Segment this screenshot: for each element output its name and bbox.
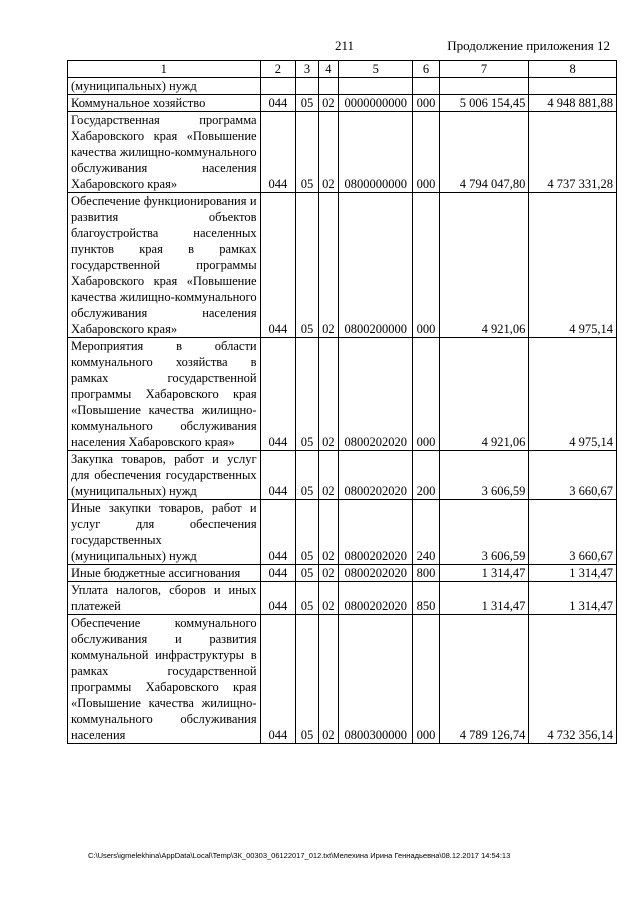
page-number: 211 bbox=[335, 38, 355, 53]
subsection-code: 02 bbox=[318, 451, 338, 500]
amount-col-7: 1 314,47 bbox=[439, 565, 529, 582]
amount-col-7: 4 789 126,74 bbox=[439, 615, 529, 744]
table-row bbox=[68, 565, 617, 582]
amount-col-7: 1 314,47 bbox=[439, 582, 529, 615]
subsection-code: 02 bbox=[318, 500, 338, 565]
amount-col-7: 4 794 047,80 bbox=[439, 112, 529, 193]
amount-col-8: 4 737 331,28 bbox=[529, 112, 617, 193]
subsection-code: 02 bbox=[318, 582, 338, 615]
item-name: Иные бюджетные ассигнования bbox=[68, 565, 261, 582]
section-code: 05 bbox=[296, 112, 318, 193]
table-body bbox=[68, 78, 617, 744]
section-code: 05 bbox=[296, 451, 318, 500]
amount-col-7: 4 921,06 bbox=[439, 338, 529, 451]
target-code: 0800202020 bbox=[339, 500, 413, 565]
expense-type-code: 240 bbox=[413, 500, 439, 565]
expense-type-code: 000 bbox=[413, 112, 439, 193]
item-name: Обеспечение функционирования и развития объектов благоустройства населенных пунктов края в рамках государственной программы Хабаровского края «Повышение качества жилищно-коммунального обслуживания населения Хабаровского края» bbox=[68, 193, 261, 338]
table-row bbox=[68, 500, 617, 565]
amount-col-8: 4 975,14 bbox=[529, 193, 617, 338]
target-code: 0800202020 bbox=[339, 451, 413, 500]
column-header-3: 3 bbox=[296, 61, 318, 78]
amount-col-7 bbox=[439, 78, 529, 95]
expense-type-code bbox=[413, 78, 439, 95]
expense-type-code: 800 bbox=[413, 565, 439, 582]
table-row bbox=[68, 582, 617, 615]
expense-type-code: 000 bbox=[413, 338, 439, 451]
target-code: 0000000000 bbox=[339, 95, 413, 112]
expense-type-code: 200 bbox=[413, 451, 439, 500]
subsection-code: 02 bbox=[318, 95, 338, 112]
item-name: Мероприятия в области коммунального хозяйства в рамках государственной программы Хабаровского края «Повышение качества жилищно-коммунального обслуживания населения Хабаровского края» bbox=[68, 338, 261, 451]
subsection-code bbox=[318, 78, 338, 95]
ministry-code: 044 bbox=[260, 193, 296, 338]
target-code: 0800000000 bbox=[339, 112, 413, 193]
ministry-code: 044 bbox=[260, 565, 296, 582]
item-name: Обеспечение коммунального обслуживания и развития коммунальной инфраструктуры в рамках государственной программы Хабаровского края «Повышение качества жилищно-коммунального обслуживания населения bbox=[68, 615, 261, 744]
item-name: (муниципальных) нужд bbox=[68, 78, 261, 95]
column-header-7: 7 bbox=[439, 61, 529, 78]
amount-col-8: 1 314,47 bbox=[529, 582, 617, 615]
target-code: 0800202020 bbox=[339, 582, 413, 615]
table-row bbox=[68, 78, 617, 95]
ministry-code bbox=[260, 78, 296, 95]
column-header-2: 2 bbox=[260, 61, 296, 78]
target-code: 0800300000 bbox=[339, 615, 413, 744]
amount-col-7: 3 606,59 bbox=[439, 500, 529, 565]
amount-col-8: 4 948 881,88 bbox=[529, 95, 617, 112]
item-name: Уплата налогов, сборов и иных платежей bbox=[68, 582, 261, 615]
target-code: 0800202020 bbox=[339, 338, 413, 451]
item-name: Иные закупки товаров, работ и услуг для обеспечения государственных (муниципальных) нужд bbox=[68, 500, 261, 565]
subsection-code: 02 bbox=[318, 112, 338, 193]
expense-type-code: 000 bbox=[413, 193, 439, 338]
amount-col-8: 4 975,14 bbox=[529, 338, 617, 451]
expense-type-code: 000 bbox=[413, 615, 439, 744]
table-row bbox=[68, 112, 617, 193]
amount-col-7: 3 606,59 bbox=[439, 451, 529, 500]
continuation-title: Продолжение приложения 12 bbox=[447, 38, 610, 53]
column-header-4: 4 bbox=[318, 61, 338, 78]
target-code: 0800200000 bbox=[339, 193, 413, 338]
subsection-code: 02 bbox=[318, 338, 338, 451]
ministry-code: 044 bbox=[260, 582, 296, 615]
budget-table bbox=[67, 60, 617, 744]
table-row bbox=[68, 193, 617, 338]
table-row bbox=[68, 615, 617, 744]
section-code: 05 bbox=[296, 500, 318, 565]
amount-col-8: 4 732 356,14 bbox=[529, 615, 617, 744]
ministry-code: 044 bbox=[260, 112, 296, 193]
subsection-code: 02 bbox=[318, 615, 338, 744]
column-header-8: 8 bbox=[529, 61, 617, 78]
section-code: 05 bbox=[296, 193, 318, 338]
column-header-5: 5 bbox=[339, 61, 413, 78]
section-code bbox=[296, 78, 318, 95]
amount-col-8: 3 660,67 bbox=[529, 451, 617, 500]
table-row bbox=[68, 95, 617, 112]
section-code: 05 bbox=[296, 338, 318, 451]
section-code: 05 bbox=[296, 95, 318, 112]
ministry-code: 044 bbox=[260, 615, 296, 744]
item-name: Коммунальное хозяйство bbox=[68, 95, 261, 112]
subsection-code: 02 bbox=[318, 193, 338, 338]
table-row bbox=[68, 451, 617, 500]
section-code: 05 bbox=[296, 615, 318, 744]
section-code: 05 bbox=[296, 565, 318, 582]
column-header-1: 1 bbox=[68, 61, 261, 78]
amount-col-8: 1 314,47 bbox=[529, 565, 617, 582]
file-path-footer: C:\Users\igmelekhina\AppData\Local\Temp\ЗК_00303_06122017_012.txt\Мелехина Ирина Геннадьевна\08.12.2017 14:54:13 bbox=[88, 851, 511, 860]
ministry-code: 044 bbox=[260, 500, 296, 565]
header-row bbox=[68, 61, 617, 78]
expense-type-code: 850 bbox=[413, 582, 439, 615]
item-name: Государственная программа Хабаровского края «Повышение качества жилищно-коммунального обслуживания населения Хабаровского края» bbox=[68, 112, 261, 193]
amount-col-8 bbox=[529, 78, 617, 95]
subsection-code: 02 bbox=[318, 565, 338, 582]
expense-type-code: 000 bbox=[413, 95, 439, 112]
item-name: Закупка товаров, работ и услуг для обеспечения государственных (муниципальных) нужд bbox=[68, 451, 261, 500]
ministry-code: 044 bbox=[260, 95, 296, 112]
section-code: 05 bbox=[296, 582, 318, 615]
ministry-code: 044 bbox=[260, 338, 296, 451]
amount-col-7: 4 921,06 bbox=[439, 193, 529, 338]
target-code bbox=[339, 78, 413, 95]
amount-col-7: 5 006 154,45 bbox=[439, 95, 529, 112]
amount-col-8: 3 660,67 bbox=[529, 500, 617, 565]
ministry-code: 044 bbox=[260, 451, 296, 500]
table-row bbox=[68, 338, 617, 451]
target-code: 0800202020 bbox=[339, 565, 413, 582]
column-header-6: 6 bbox=[413, 61, 439, 78]
